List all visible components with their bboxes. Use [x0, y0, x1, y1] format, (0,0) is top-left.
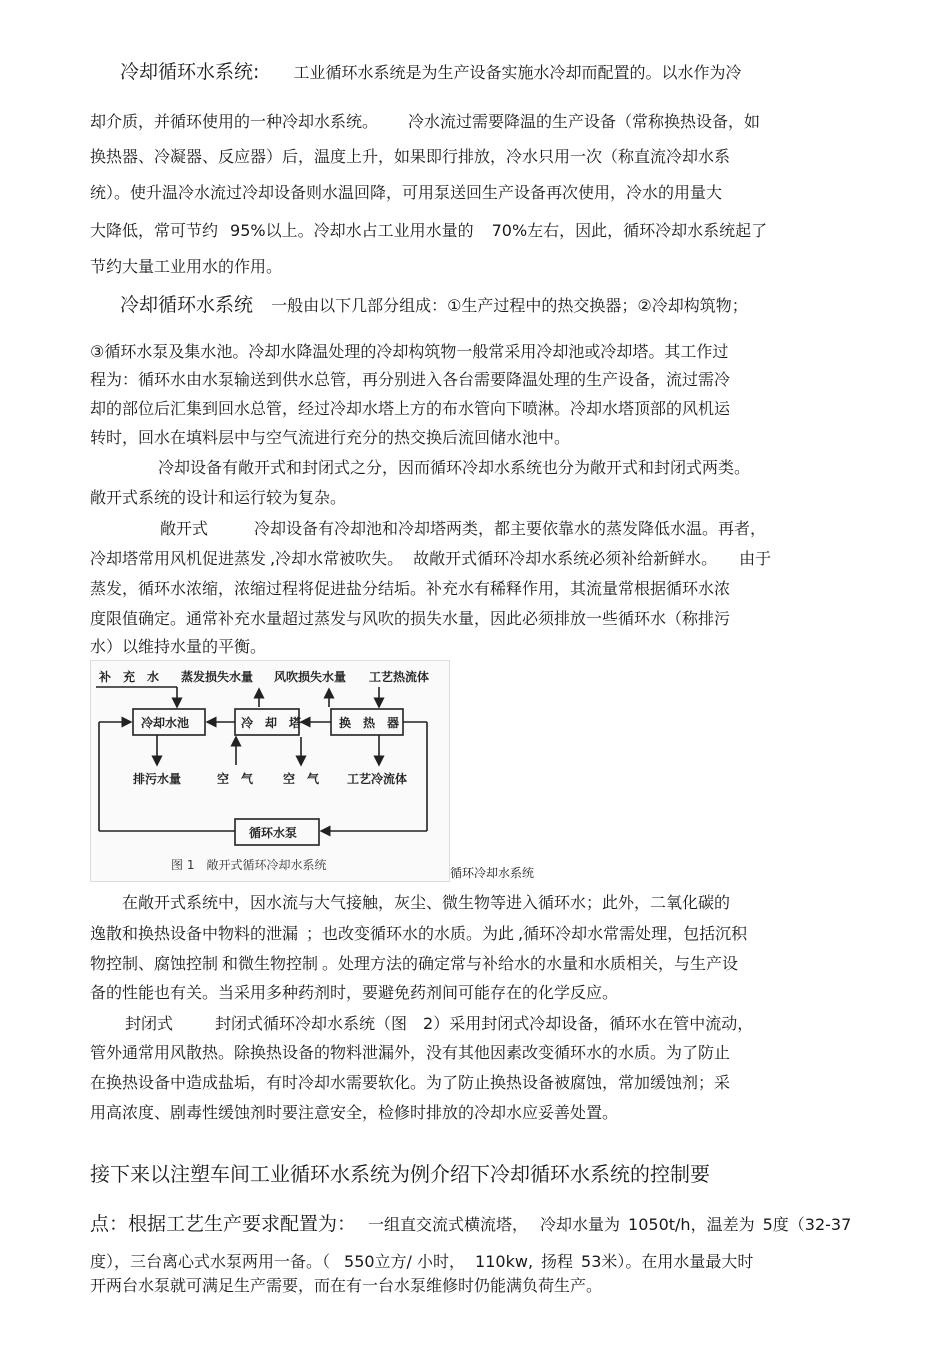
box-label-cooling-pond: 冷却水池	[141, 716, 190, 730]
para4-line4: 度限值确定。通常补充水量超过蒸发与风吹的损失水量，因此必须排放一些循环水（称排污	[90, 609, 731, 628]
para7-line2	[90, 1214, 851, 1235]
text: ,冷却水常被吹失。	[270, 549, 404, 568]
text: 1050t/h，温差为	[628, 1215, 755, 1234]
text: 物控制、腐蚀控制	[90, 954, 219, 973]
text: 工业循环水系统是为生产设备实施水冷却而配置的。以水作为冷	[293, 63, 742, 82]
text: 冷却设备有冷却池和冷却塔两类，都主要依靠水的蒸发降低水温。再者，	[254, 519, 767, 538]
text: 点：根据工艺生产要求配置为：	[90, 1213, 357, 1235]
text: 大降低，常可节约	[90, 221, 219, 240]
text: 110kw,	[475, 1252, 534, 1271]
para2-line4: 却的部位后汇集到回水总管，经过冷却水塔上方的布水管向下喷淋。冷却水塔顶部的风机运	[90, 399, 731, 418]
para6-line3: 在换热设备中造成盐垢，有时冷却水需要软化。为了防止换热设备被腐蚀，常加缓蚀剂；采	[90, 1073, 731, 1092]
text: 和微生物控制	[222, 954, 319, 973]
para3-line1: 冷却设备有敞开式和封闭式之分，因而循环冷却水系统也分为敞开式和封闭式两类。	[158, 458, 751, 477]
text: 一般由以下几部分组成：①生产过程中的热交换器；②冷却构筑物；	[271, 296, 748, 315]
figure-open-cooling-water-system	[90, 660, 450, 882]
text: 度），三台离心式水泵两用一备。（	[90, 1252, 331, 1271]
text: 逸散和换热设备中物料的泄漏	[90, 924, 299, 943]
para4-line5: 水）以维持水量的平衡。	[90, 637, 267, 656]
term-open-type: 敞开式	[160, 519, 209, 538]
text: 故敞开式循环冷却水系统必须补给新鲜水。	[413, 549, 718, 568]
label-wind-loss: 风吹损失水量	[274, 670, 347, 684]
para1-line6: 节约大量工业用水的作用。	[90, 257, 283, 276]
label-air-1: 空 气	[217, 772, 254, 786]
para2-line2: ③循环水泵及集水池。冷却水降温处理的冷却构筑物一般常采用冷却池或冷却塔。其工作过	[90, 342, 729, 361]
text: 550立方/ 小时，	[344, 1252, 466, 1271]
para5-line4: 备的性能也有关。当采用多种药剂时，要避免药剂间可能存在的化学反应。	[90, 983, 619, 1002]
label-air-2: 空 气	[283, 772, 320, 786]
label-makeup-water: 补 充 水	[99, 670, 160, 684]
box-label-cooling-tower: 冷 却 塔	[241, 716, 302, 730]
heading-cooling-system-components: 冷却循环水系统	[120, 294, 254, 316]
para5-line2	[90, 924, 747, 944]
text: ；也改变循环水的水质。为此	[306, 924, 515, 943]
text: 冷却水量为	[540, 1215, 621, 1234]
text: 53米）。在用水量最大时	[581, 1252, 754, 1271]
term-closed-type: 封闭式	[125, 1014, 174, 1033]
text: 冷却塔常用风机促进蒸发	[90, 549, 267, 568]
text: 2）采用封闭式冷却设备，循环水在管中流动，	[423, 1014, 754, 1033]
text: 冷水流过需要降温的生产设备（常称换热设备，如	[408, 112, 761, 131]
flow-diagram	[91, 661, 449, 881]
label-process-cold-fluid: 工艺冷流体	[347, 772, 408, 786]
text: 封闭式循环冷却水系统（图	[215, 1014, 408, 1033]
para3-line2: 敞开式系统的设计和运行较为复杂。	[90, 488, 347, 507]
para1-line5	[90, 221, 767, 241]
box-label-heat-exchanger: 换 热 器	[339, 716, 400, 730]
para4-line1	[160, 519, 766, 539]
text: 由于	[739, 549, 772, 568]
text: 扬程	[541, 1252, 574, 1271]
para6-line2: 管外通常用风散热。除换热设备的物料泄漏外，没有其他因素改变循环水的水质。为了防止	[90, 1043, 731, 1062]
text: 95%以上。冷却水占工业用水量的	[230, 221, 474, 240]
figure-caption: 图 1 敞开式循环冷却水系统	[171, 858, 327, 872]
text: 5度（32-37	[762, 1215, 852, 1234]
para2-line5: 转时，回水在填料层中与空气流进行充分的热交换后流回储水池中。	[90, 428, 571, 447]
heading-cooling-system: 冷却循环水系统:	[120, 61, 260, 83]
para1-line2	[90, 112, 760, 132]
para5-line1: 在敞开式系统中，因水流与大气接触，灰尘、微生物等进入循环水；此外，二氧化碳的	[122, 893, 731, 912]
para2-line3: 程为：循环水由水泵输送到供水总管，再分别进入各台需要降温处理的生产设备，流过需冷	[90, 370, 731, 389]
text: 70%左右，因此，循环冷却水系统起了	[491, 221, 768, 240]
para6-line1	[125, 1014, 753, 1034]
text: 。处理方法的确定常与补给水的水量和水质相关，与生产设	[322, 954, 739, 973]
para7-line4: 开两台水泵就可满足生产需要，而在有一台水泵维修时仍能满负荷生产。	[90, 1276, 603, 1295]
para6-line4: 用高浓度、剧毒性缓蚀剂时要注意安全，检修时排放的冷却水应妥善处置。	[90, 1103, 619, 1122]
para1-line4: 统）。使升温冷水流过冷却设备则水温回降，可用泵送回生产设备再次使用，冷水的用量大	[90, 183, 723, 202]
text: 却介质，并循环使用的一种冷却水系统。	[90, 112, 379, 131]
label-evaporation-loss: 蒸发损失水量	[181, 670, 254, 684]
para7-line3	[90, 1252, 753, 1272]
label-process-hot-fluid: 工艺热流体	[369, 670, 430, 684]
box-label-circulating-pump: 循环水泵	[249, 826, 298, 840]
text: ,循环冷却水常需处理，包括沉积	[518, 924, 748, 943]
section-heading-control-points: 接下来以注塑车间工业循环水系统为例介绍下冷却循环水系统的控制要	[90, 1162, 710, 1186]
para1-line3: 换热器、冷凝器、反应器）后，温度上升，如果即行排放，冷水只用一次（称直流冷却水系	[90, 147, 731, 166]
para4-line3: 蒸发，循环水浓缩，浓缩过程将促进盐分结垢。补充水有稀释作用，其流量常根据循环水浓	[90, 579, 731, 598]
figure-side-caption: 循环冷却水系统	[450, 866, 535, 880]
label-blowdown: 排污水量	[133, 772, 182, 786]
para2-line1	[120, 295, 748, 316]
para4-line2	[90, 549, 771, 569]
para1-line1	[120, 62, 741, 83]
text: 一组直交流式横流塔，	[368, 1215, 529, 1234]
para5-line3	[90, 954, 738, 974]
